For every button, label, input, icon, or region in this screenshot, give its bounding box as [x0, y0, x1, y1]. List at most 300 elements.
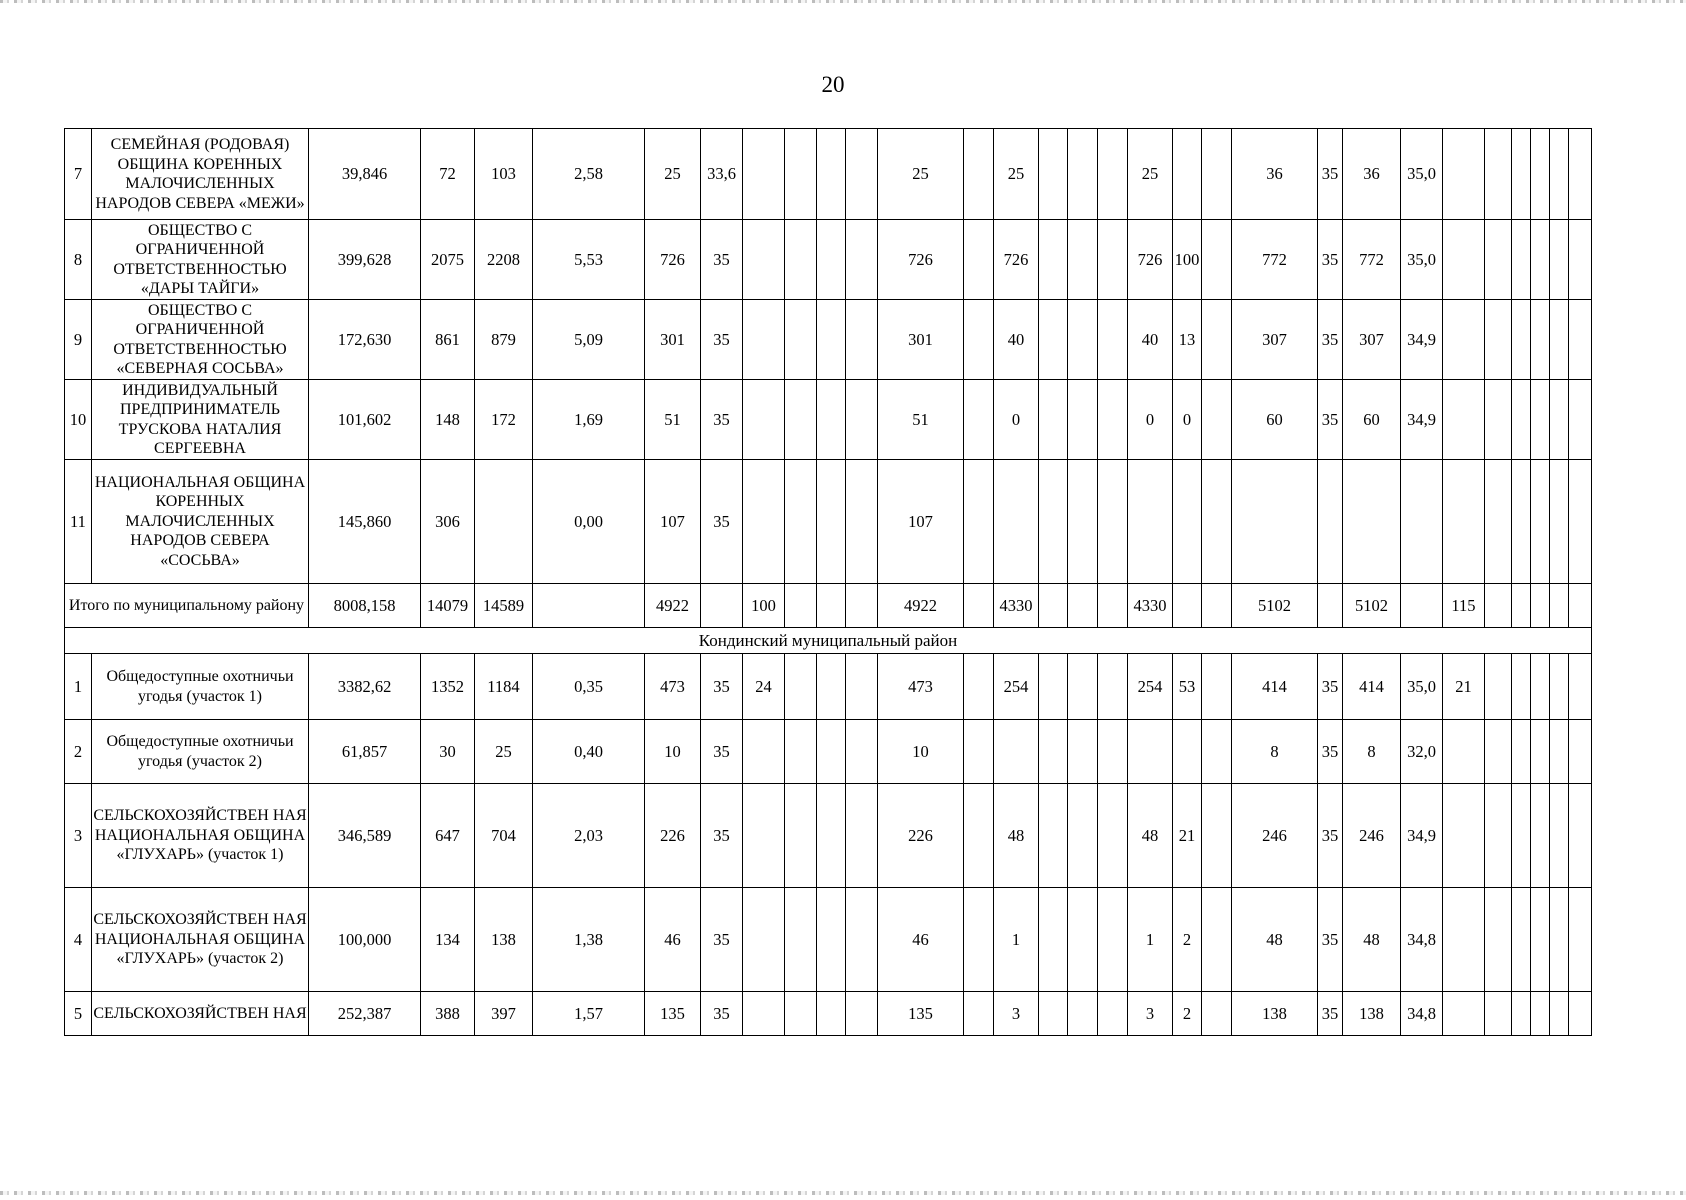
table-row: [65, 784, 1592, 888]
table-cell: [743, 380, 785, 460]
table-cell: [817, 129, 846, 220]
table-cell: [1485, 584, 1512, 628]
table-cell: 25: [475, 720, 533, 784]
table-cell: 40: [994, 300, 1039, 380]
table-cell: 8: [65, 220, 92, 300]
table-cell: 145,860: [309, 460, 421, 584]
table-cell: 254: [994, 654, 1039, 720]
table-cell: [1485, 654, 1512, 720]
table-cell: 36: [1343, 129, 1401, 220]
scan-edge-top: [0, 0, 1686, 3]
table-cell: [846, 720, 878, 784]
table-cell: 48: [1128, 784, 1173, 888]
table-cell: [1550, 460, 1569, 584]
table-cell: 46: [645, 888, 701, 992]
table-cell: [1098, 654, 1128, 720]
table-cell: [1202, 654, 1232, 720]
table-cell: 4922: [878, 584, 964, 628]
table-cell: [1202, 584, 1232, 628]
table-cell: [475, 460, 533, 584]
table-cell: 1184: [475, 654, 533, 720]
table-cell: 726: [1128, 220, 1173, 300]
table-cell: [846, 784, 878, 888]
table-row: [65, 720, 1592, 784]
table-cell: 72: [421, 129, 475, 220]
table-cell: [964, 380, 994, 460]
table-cell: [1128, 720, 1173, 784]
table-cell: [785, 888, 817, 992]
table-cell: [785, 460, 817, 584]
table-cell: [743, 720, 785, 784]
table-cell: 10: [65, 380, 92, 460]
table-cell: [1443, 129, 1485, 220]
table-cell: [743, 992, 785, 1036]
table-cell: 2: [65, 720, 92, 784]
table-cell: [817, 888, 846, 992]
table-cell: 51: [645, 380, 701, 460]
table-cell: [785, 300, 817, 380]
table-cell: 5102: [1232, 584, 1318, 628]
table-cell: 25: [645, 129, 701, 220]
table-cell: 34,9: [1401, 380, 1443, 460]
table-cell: [1550, 129, 1569, 220]
table-cell: [1569, 300, 1592, 380]
table-cell: [1569, 460, 1592, 584]
table-cell: 148: [421, 380, 475, 460]
table-cell: [1550, 380, 1569, 460]
table-cell: [846, 300, 878, 380]
table-cell: [846, 992, 878, 1036]
table-cell: [1512, 380, 1531, 460]
table-cell: [1443, 784, 1485, 888]
table-cell: [743, 888, 785, 992]
table-cell: [1318, 584, 1343, 628]
table-cell: [1039, 460, 1068, 584]
table-row: [65, 654, 1592, 720]
table-cell: [785, 129, 817, 220]
table-cell: [1512, 129, 1531, 220]
table-cell: [1550, 654, 1569, 720]
table-cell: [1569, 992, 1592, 1036]
table-cell: 861: [421, 300, 475, 380]
table-cell: [1531, 720, 1550, 784]
table-cell: 53: [1173, 654, 1202, 720]
table-cell: [1039, 129, 1068, 220]
table-cell: [1039, 220, 1068, 300]
table-cell: [1202, 720, 1232, 784]
table-cell: 4330: [994, 584, 1039, 628]
table-cell: 48: [1343, 888, 1401, 992]
table-cell: [1068, 584, 1098, 628]
table-cell: 8: [1232, 720, 1318, 784]
table-cell: [785, 584, 817, 628]
table-cell: 172: [475, 380, 533, 460]
table-cell: [1068, 888, 1098, 992]
table-cell: 35: [701, 460, 743, 584]
table-cell: [1068, 300, 1098, 380]
table-cell: [785, 784, 817, 888]
table-cell: 35: [1318, 380, 1343, 460]
table-cell: 35: [701, 300, 743, 380]
table-cell: [1531, 784, 1550, 888]
table-cell: [994, 720, 1039, 784]
table-cell: [964, 784, 994, 888]
table-cell: [1443, 888, 1485, 992]
table-cell: 1: [65, 654, 92, 720]
table-cell: 4330: [1128, 584, 1173, 628]
table-cell: 14589: [475, 584, 533, 628]
table-cell: [846, 654, 878, 720]
table-cell: 8008,158: [309, 584, 421, 628]
scan-edge-bottom: [0, 1191, 1686, 1195]
table-cell: [1512, 784, 1531, 888]
table-cell: 772: [1232, 220, 1318, 300]
table-cell: 473: [645, 654, 701, 720]
table-cell: [1569, 220, 1592, 300]
table-cell: [1512, 220, 1531, 300]
table-cell: ИНДИВИДУАЛЬНЫЙ ПРЕДПРИНИМАТЕЛЬ ТРУСКОВА НАТАЛИЯ СЕРГЕЕВНА: [92, 380, 309, 460]
table-row: [65, 380, 1592, 460]
table-cell: ОБЩЕСТВО С ОГРАНИЧЕННОЙ ОТВЕТСТВЕННОСТЬЮ «ДАРЫ ТАЙГИ»: [92, 220, 309, 300]
table-cell: [964, 992, 994, 1036]
table-cell: 35: [701, 888, 743, 992]
table-cell: 13: [1173, 300, 1202, 380]
table-cell: [1039, 380, 1068, 460]
table-cell: [1512, 300, 1531, 380]
table-cell: 11: [65, 460, 92, 584]
table-cell: 726: [878, 220, 964, 300]
table-cell: [1098, 220, 1128, 300]
table-cell: 30: [421, 720, 475, 784]
table-cell: [1039, 584, 1068, 628]
table-cell: 4922: [645, 584, 701, 628]
table-cell: [846, 220, 878, 300]
table-cell: 399,628: [309, 220, 421, 300]
table-cell: 226: [645, 784, 701, 888]
table-cell: 35: [1318, 784, 1343, 888]
table-cell: [1485, 220, 1512, 300]
table-cell: [1098, 888, 1128, 992]
table-cell: 1: [994, 888, 1039, 992]
table-cell: [1531, 300, 1550, 380]
table-cell: 306: [421, 460, 475, 584]
table-cell: [1443, 380, 1485, 460]
table-cell: [1485, 992, 1512, 1036]
table-cell: 0,40: [533, 720, 645, 784]
table-cell: [1098, 584, 1128, 628]
table-cell: [1512, 888, 1531, 992]
table-cell: 3382,62: [309, 654, 421, 720]
table-cell: СЕЛЬСКОХОЗЯЙСТВЕН НАЯ НАЦИОНАЛЬНАЯ ОБЩИНА «ГЛУХАРЬ» (участок 2): [92, 888, 309, 992]
table-cell: 0: [1128, 380, 1173, 460]
table-cell: 21: [1443, 654, 1485, 720]
table-cell: [846, 888, 878, 992]
table-cell: [1202, 129, 1232, 220]
table-cell: [1173, 460, 1202, 584]
table-cell: СЕЛЬСКОХОЗЯЙСТВЕН НАЯ: [92, 992, 309, 1036]
table-section-region: [65, 628, 1592, 654]
table-cell: [817, 460, 846, 584]
table-cell: [1068, 220, 1098, 300]
table-cell: ОБЩЕСТВО С ОГРАНИЧЕННОЙ ОТВЕТСТВЕННОСТЬЮ «СЕВЕРНАЯ СОСЬВА»: [92, 300, 309, 380]
table-cell: 25: [994, 129, 1039, 220]
table-cell: 704: [475, 784, 533, 888]
table-cell: 25: [878, 129, 964, 220]
table-cell: 1: [1128, 888, 1173, 992]
table-cell: 35: [1318, 654, 1343, 720]
table-cell: 1,69: [533, 380, 645, 460]
table-cell: 35: [1318, 720, 1343, 784]
table-cell: 0,35: [533, 654, 645, 720]
table-cell: [1485, 460, 1512, 584]
table-cell: 35: [701, 992, 743, 1036]
table-cell: [1531, 220, 1550, 300]
table-cell: [785, 654, 817, 720]
table-cell: [1512, 460, 1531, 584]
table-cell: [1531, 654, 1550, 720]
region-header-row: [65, 628, 1592, 654]
table-cell: [1512, 654, 1531, 720]
table-cell: 46: [878, 888, 964, 992]
table-cell: [1569, 129, 1592, 220]
table-cell: 307: [1232, 300, 1318, 380]
table-cell: СЕЛЬСКОХОЗЯЙСТВЕН НАЯ НАЦИОНАЛЬНАЯ ОБЩИНА «ГЛУХАРЬ» (участок 1): [92, 784, 309, 888]
table-cell: [743, 220, 785, 300]
table-cell: [1401, 460, 1443, 584]
table-cell: 4: [65, 888, 92, 992]
table-cell: 48: [1232, 888, 1318, 992]
table-cell: [1039, 992, 1068, 1036]
table-cell: [1569, 654, 1592, 720]
table-cell: 134: [421, 888, 475, 992]
total-row: [65, 584, 1592, 628]
table-cell: 172,630: [309, 300, 421, 380]
table-cell: [1173, 129, 1202, 220]
table-cell: 8: [1343, 720, 1401, 784]
table-cell: НАЦИОНАЛЬНАЯ ОБЩИНА КОРЕННЫХ МАЛОЧИСЛЕННЫХ НАРОДОВ СЕВЕРА «СОСЬВА»: [92, 460, 309, 584]
table-cell: 3: [1128, 992, 1173, 1036]
table-cell: 2,58: [533, 129, 645, 220]
table-cell: [1202, 992, 1232, 1036]
table-cell: [964, 654, 994, 720]
table-cell: СЕМЕЙНАЯ (РОДОВАЯ) ОБЩИНА КОРЕННЫХ МАЛОЧИСЛЕННЫХ НАРОДОВ СЕВЕРА «МЕЖИ»: [92, 129, 309, 220]
table-cell: [964, 220, 994, 300]
table-cell: [1039, 784, 1068, 888]
table-cell: [1531, 584, 1550, 628]
table-cell: [994, 460, 1039, 584]
table-cell: [1128, 460, 1173, 584]
table-cell: [1202, 888, 1232, 992]
table-cell: [1531, 992, 1550, 1036]
table-cell: 5,09: [533, 300, 645, 380]
data-table: [64, 128, 1592, 1036]
table-cell: 10: [878, 720, 964, 784]
table-cell: [1098, 784, 1128, 888]
table-cell: [1068, 460, 1098, 584]
table-cell: [1531, 380, 1550, 460]
table-cell: [1531, 888, 1550, 992]
table-cell: 252,387: [309, 992, 421, 1036]
table-cell: 35: [701, 654, 743, 720]
table-cell: 138: [1343, 992, 1401, 1036]
table-cell: [1173, 720, 1202, 784]
table-cell: 0,00: [533, 460, 645, 584]
table-cell: [1098, 129, 1128, 220]
table-cell: 2: [1173, 992, 1202, 1036]
table-cell: [1550, 300, 1569, 380]
table-cell: [1443, 300, 1485, 380]
table-cell: [785, 720, 817, 784]
table-cell: [817, 784, 846, 888]
table-cell: [1098, 720, 1128, 784]
table-cell: [1443, 460, 1485, 584]
table-cell: 34,8: [1401, 992, 1443, 1036]
table-cell: [1039, 720, 1068, 784]
table-cell: 254: [1128, 654, 1173, 720]
table-cell: 226: [878, 784, 964, 888]
table-cell: 39,846: [309, 129, 421, 220]
table-cell: 24: [743, 654, 785, 720]
table-cell: [964, 460, 994, 584]
table-row: [65, 220, 1592, 300]
table-cell: [1098, 992, 1128, 1036]
table-cell: [817, 720, 846, 784]
table-cell: 414: [1232, 654, 1318, 720]
table-cell: 7: [65, 129, 92, 220]
table-cell: Общедоступные охотничьи угодья (участок 1): [92, 654, 309, 720]
table-cell: [1569, 380, 1592, 460]
table-cell: 301: [878, 300, 964, 380]
table-cell: [964, 129, 994, 220]
table-cell: [964, 720, 994, 784]
table-cell: [1202, 380, 1232, 460]
table-cell: 101,602: [309, 380, 421, 460]
table-cell: 246: [1232, 784, 1318, 888]
table-cell: 1,57: [533, 992, 645, 1036]
table-cell: 32,0: [1401, 720, 1443, 784]
table-cell: 34,9: [1401, 784, 1443, 888]
table-cell: [1318, 460, 1343, 584]
table-cell: 397: [475, 992, 533, 1036]
table-cell: [785, 380, 817, 460]
table-cell: [1550, 992, 1569, 1036]
table-cell: [1202, 784, 1232, 888]
table-cell: [1443, 720, 1485, 784]
table-cell: [785, 992, 817, 1036]
table-cell: 115: [1443, 584, 1485, 628]
table-cell: 35: [701, 784, 743, 888]
table-cell: 33,6: [701, 129, 743, 220]
table-cell: [846, 460, 878, 584]
table-cell: 0: [1173, 380, 1202, 460]
table-cell: 34,8: [1401, 888, 1443, 992]
table-cell: [1485, 300, 1512, 380]
table-cell: 2075: [421, 220, 475, 300]
table-cell: [743, 460, 785, 584]
table-cell: 35: [701, 720, 743, 784]
table-cell: [1202, 220, 1232, 300]
region-title: Кондинский муниципальный район: [65, 628, 1592, 654]
table-cell: 35: [1318, 129, 1343, 220]
table-cell: [1068, 380, 1098, 460]
table-cell: [1485, 720, 1512, 784]
table-cell: [1569, 584, 1592, 628]
table-cell: 3: [994, 992, 1039, 1036]
table-cell: 726: [994, 220, 1039, 300]
table-cell: 135: [878, 992, 964, 1036]
table-cell: [846, 380, 878, 460]
table-cell: [817, 380, 846, 460]
table-cell: 107: [645, 460, 701, 584]
table-section-bottom: [65, 654, 1592, 1036]
table-cell: Общедоступные охотничьи угодья (участок 2): [92, 720, 309, 784]
table-cell: 135: [645, 992, 701, 1036]
table-cell: 35: [1318, 992, 1343, 1036]
table-cell: 3: [65, 784, 92, 888]
table-cell: Итого по муниципальному району: [65, 584, 309, 628]
page-number: 20: [821, 72, 845, 97]
table-section-total: [65, 584, 1592, 628]
table-cell: [1485, 380, 1512, 460]
table-cell: [1550, 720, 1569, 784]
table-cell: [1569, 784, 1592, 888]
table-cell: [1039, 888, 1068, 992]
table-cell: 138: [475, 888, 533, 992]
table-cell: [1401, 584, 1443, 628]
table-cell: [1512, 992, 1531, 1036]
table-cell: 100: [743, 584, 785, 628]
table-cell: 25: [1128, 129, 1173, 220]
table-cell: [1485, 784, 1512, 888]
table-cell: [1039, 654, 1068, 720]
table-cell: 34,9: [1401, 300, 1443, 380]
table-cell: 879: [475, 300, 533, 380]
table-cell: 35: [701, 380, 743, 460]
table-cell: 5102: [1343, 584, 1401, 628]
table-cell: [1202, 460, 1232, 584]
table-cell: 107: [878, 460, 964, 584]
table-cell: [1512, 584, 1531, 628]
table-cell: [1443, 992, 1485, 1036]
table-cell: [817, 654, 846, 720]
table-cell: [1173, 584, 1202, 628]
table-cell: [1569, 720, 1592, 784]
table-cell: [701, 584, 743, 628]
table-cell: 48: [994, 784, 1039, 888]
table-cell: [1068, 654, 1098, 720]
table-cell: [1068, 992, 1098, 1036]
table-cell: 414: [1343, 654, 1401, 720]
table-cell: 9: [65, 300, 92, 380]
table-cell: [1550, 584, 1569, 628]
table-cell: 307: [1343, 300, 1401, 380]
table-cell: 35,0: [1401, 129, 1443, 220]
table-cell: 21: [1173, 784, 1202, 888]
table-cell: [964, 300, 994, 380]
table-cell: [1550, 784, 1569, 888]
table-cell: 1,38: [533, 888, 645, 992]
table-cell: 60: [1232, 380, 1318, 460]
table-cell: 35: [701, 220, 743, 300]
table-cell: 35: [1318, 300, 1343, 380]
table-cell: [817, 220, 846, 300]
table-cell: [1068, 720, 1098, 784]
table-cell: [533, 584, 645, 628]
table-cell: 138: [1232, 992, 1318, 1036]
table-cell: [1232, 460, 1318, 584]
table-cell: [1443, 220, 1485, 300]
table-cell: 35,0: [1401, 220, 1443, 300]
